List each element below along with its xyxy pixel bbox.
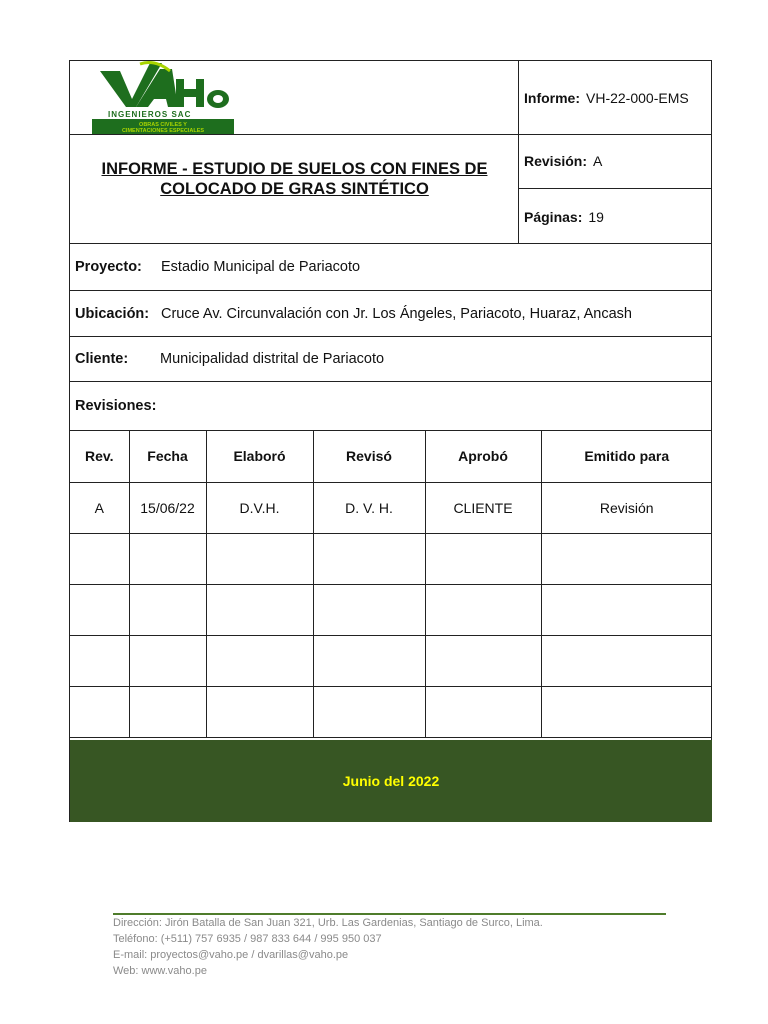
column-header: Rev. (70, 431, 129, 482)
table-cell: Revisión (541, 482, 712, 533)
rule (70, 134, 711, 135)
table-cell (129, 584, 206, 635)
company-address (113, 915, 543, 979)
paginas-label: Páginas: (524, 208, 583, 225)
table-row (70, 635, 712, 686)
column-header: Emitido para (541, 431, 712, 482)
revision-value: A (593, 153, 603, 169)
logo-cell (70, 61, 519, 135)
table-cell (129, 533, 206, 584)
proyecto-label: Proyecto: (75, 259, 142, 275)
table-header-row (70, 431, 712, 482)
date-band (70, 740, 712, 822)
ubicacion-value: Cruce Av. Circunvalación con Jr. Los Ángeles, Pariacoto, Huaraz, Ancash (161, 305, 632, 322)
table-cell (313, 635, 425, 686)
table-cell (425, 533, 541, 584)
rule (518, 188, 711, 189)
revision-label: Revisión: (524, 153, 588, 169)
title-cell (70, 135, 519, 244)
table-cell (70, 533, 129, 584)
table-cell (313, 533, 425, 584)
table-cell (313, 686, 425, 737)
revisions-table (70, 431, 712, 738)
table-cell (206, 635, 313, 686)
column-header: Aprobó (425, 431, 541, 482)
ubicacion-label: Ubicación: (75, 305, 150, 322)
table-cell (425, 584, 541, 635)
table-cell (541, 533, 712, 584)
table-cell (206, 533, 313, 584)
table-cell (129, 635, 206, 686)
table-cell: D.V.H. (206, 482, 313, 533)
proyecto-row (70, 244, 712, 290)
paginas-value: 19 (588, 208, 604, 225)
table-cell (70, 635, 129, 686)
revision-cell (519, 135, 712, 189)
table-cell (313, 584, 425, 635)
report-title: INFORME - ESTUDIO DE SUELOS CON FINES DE COLOCADO DE GRAS SINTÉTICO (101, 160, 488, 198)
column-header: Fecha (129, 431, 206, 482)
address-line: Dirección: Jirón Batalla de San Juan 321, Urb. Las Gardenias, Santiago de Surco, Lima. (113, 917, 543, 929)
table-cell: 15/06/22 (129, 482, 206, 533)
revisiones-label: Revisiones: (75, 398, 157, 414)
logo-tagline-2: CIMENTACIONES ESPECIALES (121, 128, 205, 134)
table-cell (541, 686, 712, 737)
proyecto-value: Estadio Municipal de Pariacoto (161, 259, 361, 275)
cover-sheet (69, 60, 712, 822)
web-line: Web: www.vaho.pe (113, 965, 207, 977)
informe-label: Informe: (524, 90, 580, 106)
logo-subtitle: INGENIEROS SAC (108, 110, 192, 119)
column-header: Revisó (313, 431, 425, 482)
table-cell (206, 686, 313, 737)
issue-date: Junio del 2022 (342, 773, 440, 789)
paginas-cell (519, 189, 712, 244)
table-cell (541, 584, 712, 635)
table-row (70, 533, 712, 584)
cliente-value: Municipalidad distrital de Pariacoto (160, 351, 385, 367)
table-cell (541, 635, 712, 686)
table-cell (70, 686, 129, 737)
column-header: Elaboró (206, 431, 313, 482)
logo-tagline-1: OBRAS CIVILES Y (139, 122, 187, 128)
revisiones-row (70, 382, 712, 430)
table-cell: A (70, 482, 129, 533)
table-cell (425, 686, 541, 737)
table-row (70, 584, 712, 635)
vaho-logo (80, 61, 240, 135)
table-row (70, 482, 712, 533)
table-cell (129, 686, 206, 737)
email-line: E-mail: proyectos@vaho.pe / dvarillas@vaho.pe (113, 949, 349, 961)
phone-line: Teléfono: (+511) 757 6935 / 987 833 644 / 995 950 037 (113, 933, 382, 945)
header-divider (518, 61, 519, 244)
informe-cell (519, 61, 712, 135)
cliente-row (70, 337, 712, 381)
table-cell (425, 635, 541, 686)
ubicacion-row (70, 291, 712, 336)
table-cell (206, 584, 313, 635)
table-cell: CLIENTE (425, 482, 541, 533)
cliente-label: Cliente: (75, 351, 129, 367)
table-cell (70, 584, 129, 635)
table-cell: D. V. H. (313, 482, 425, 533)
table-row (70, 686, 712, 737)
informe-value: VH-22-000-EMS (586, 90, 689, 106)
